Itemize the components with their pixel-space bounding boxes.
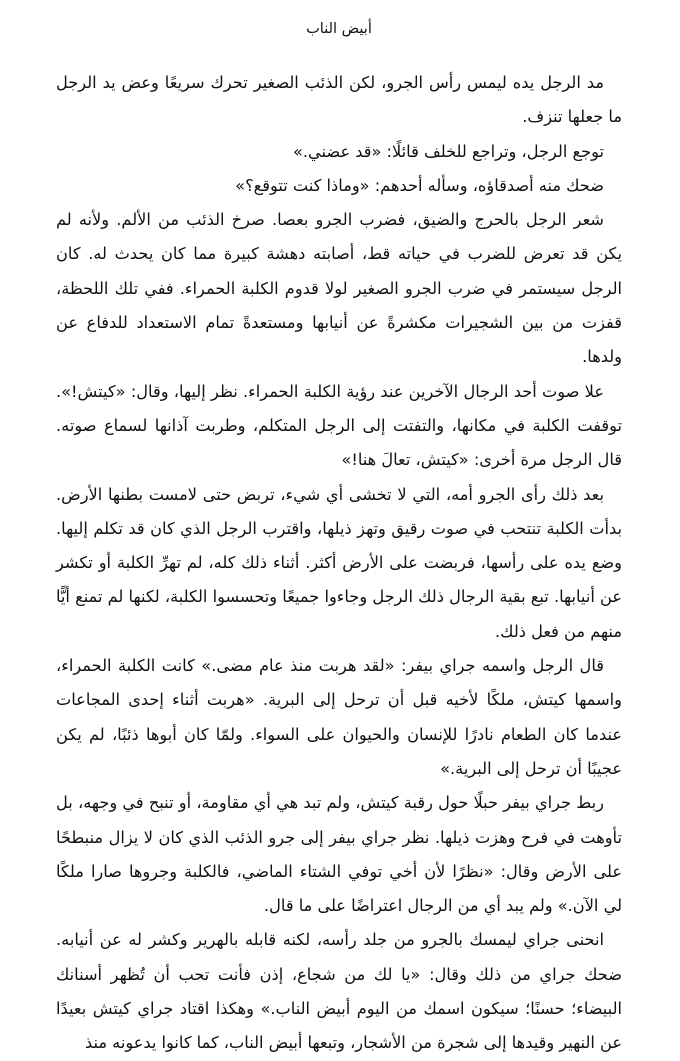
paragraph: توجع الرجل، وتراجع للخلف قائلًا: «قد عضني.» (293, 141, 604, 161)
paragraph: قال الرجل واسمه جراي بيفر: «لقد هربت منذ عام مضى.» كانت الكلبة الحمراء، واسمها كيتش، ملكًا لأخيه قبل أن ترحل إلى البرية. «هربت أثناء إحدى المجاعات عندما كان الطعام نادرًا للإنسان والحيوان على السواء. ولمّا كان أبوها ذئبًا، لم يكن عجيبًا أن ترحل إلى البرية.» (56, 656, 622, 778)
paragraph: مد الرجل يده ليمس رأس الجرو، لكن الذئب الصغير تحرك سريعًا وعض يد الرجل ما جعلها تنزف. (56, 73, 622, 127)
paragraph: علا صوت أحد الرجال الآخرين عند رؤية الكلبة الحمراء. نظر إليها، وقال: «كيتش!». توقفت الكلبة في مكانها، والتفتت إلى الرجل المتكلم، وطربت آذانها لسماع صوته. قال الرجل مرة أخرى: «كيتش، تعالَ هنا!» (56, 381, 622, 470)
body-text (56, 66, 622, 1061)
paragraph: ربط جراي بيفر حبلًا حول رقبة كيتش، ولم تبد هي أي مقاومة، أو تنبح في وجهه، بل تأوهت في فرح وهزت ذيلها. نظر جراي بيفر إلى جرو الذئب الذي كان لا يزال منبطحًا على الأرض وقال: «نظرًا لأن أخي توفي الشتاء الماضي، فالكلبة وجروها صارا ملكًا لي الآن.» ولم يبد أي من الرجال اعتراضًا على ما قال. (56, 793, 622, 916)
running-head: أبيض الناب (306, 21, 372, 37)
paragraph: ضحك منه أصدقاؤه، وسأله أحدهم: «وماذا كنت تتوقع؟» (235, 175, 604, 195)
paragraph: بعد ذلك رأى الجرو أمه، التي لا تخشى أي شيء، تربض حتى لامست بطنها الأرض. بدأت الكلبة تنتحب في صوت رقيق وتهز ذيلها، واقترب الرجل الذي كان قد تكلم إليها. وضع يده على رأسها، فربضت على الأرض أكثر. أثناء ذلك كله، لم تهرِّ الكلبة أو تكشر عن أنيابها. تبع بقية الرجال ذلك الرجل وجاءوا جميعًا وتحسسوا الكلبة، لكنها لم تمنع أيًّا منهم من فعل ذلك. (56, 484, 622, 641)
paragraph: انحنى جراي ليمسك بالجرو من جلد رأسه، لكنه قابله بالهرير وكشر له عن أنيابه. ضحك جراي من ذلك وقال: «يا لك من شجاع، إذن فأنت تحب أن تُظهر أسنانك البيضاء؛ حسنًا؛ سيكون اسمك من اليوم أبيض الناب.» وهكذا اقتاد جراي كيتش بعيدًا عن النهير وقيدها إلى شجرة من الأشجار، وتبعها أبيض الناب، كما كانوا يدعونه منذ (56, 930, 622, 1053)
paragraph: شعر الرجل بالحرج والضيق، فضرب الجرو بعصا. صرخ الذئب من الألم. ولأنه لم يكن قد تعرض للضرب في حياته قط، أصابته دهشة كبيرة مما كان يحدث له. كان الرجل سيستمر في ضرب الجرو الصغير لولا قدوم الكلبة الحمراء. ففي تلك اللحظة، قفزت من بين الشجيرات مكشرةً عن أنيابها ومستعدةً تمام الاستعداد للدفاع عن ولدها. (56, 210, 622, 367)
